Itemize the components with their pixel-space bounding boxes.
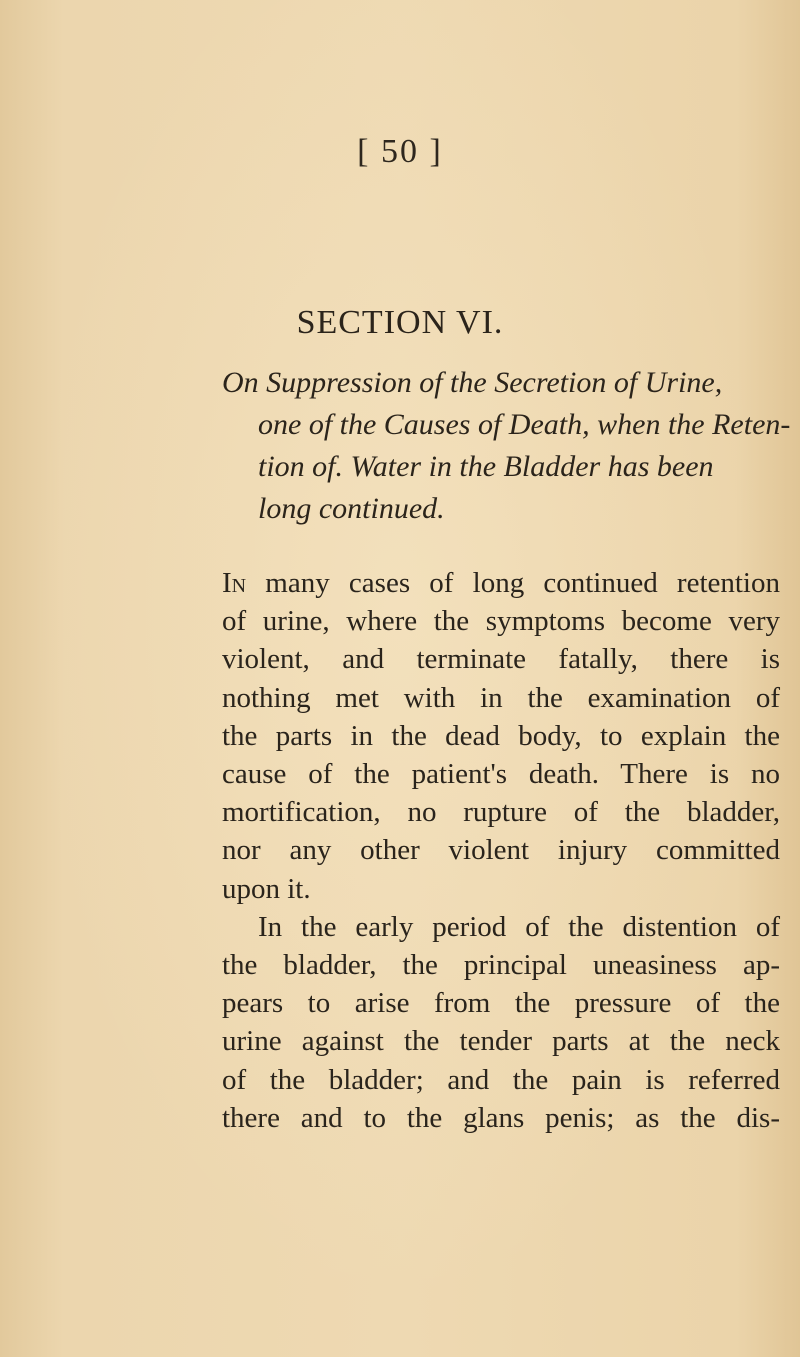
section-subtitle: [222, 362, 791, 530]
paragraph-1-line: cause of the patient's death. There is no: [222, 758, 780, 791]
paragraph-2-line: there and to the glans penis; as the dis-: [222, 1101, 780, 1134]
paragraph-1-line: violent, and terminate fatally, there is: [222, 643, 780, 676]
subtitle-line: long continued.: [258, 492, 445, 525]
paragraph-2-line: urine against the tender parts at the neck: [222, 1025, 780, 1058]
paragraph-2-line: In the early period of the distention of: [258, 910, 780, 943]
paragraph-2-line: the bladder, the principal uneasiness ap-: [222, 949, 780, 982]
paragraph-1-line: In many cases of long continued retention: [222, 567, 780, 599]
drop-word: In: [222, 567, 247, 599]
paragraph-2-line: of the bladder; and the pain is referred: [222, 1063, 780, 1096]
body-text: [222, 564, 780, 1137]
paragraph-1-line: of urine, where the symptoms become very: [222, 605, 780, 638]
paragraph-1-line: upon it.: [222, 872, 311, 905]
section-title: SECTION VI.: [296, 304, 504, 341]
subtitle-line: On Suppression of the Secretion of Urine,: [222, 366, 723, 399]
paragraph-1-line: the parts in the dead body, to explain the: [222, 719, 780, 752]
page-number: [ 50 ]: [357, 133, 443, 170]
paragraph-1-line: mortification, no rupture of the bladder,: [222, 796, 780, 829]
paragraph-1-line: nor any other violent injury committed: [222, 834, 780, 867]
subtitle-line: one of the Causes of Death, when the Reten-: [258, 408, 791, 441]
paragraph-2-line: pears to arise from the pressure of the: [222, 987, 780, 1020]
subtitle-line: tion of. Water in the Bladder has been: [258, 450, 714, 483]
paragraph-1-line: nothing met with in the examination of: [222, 681, 780, 714]
